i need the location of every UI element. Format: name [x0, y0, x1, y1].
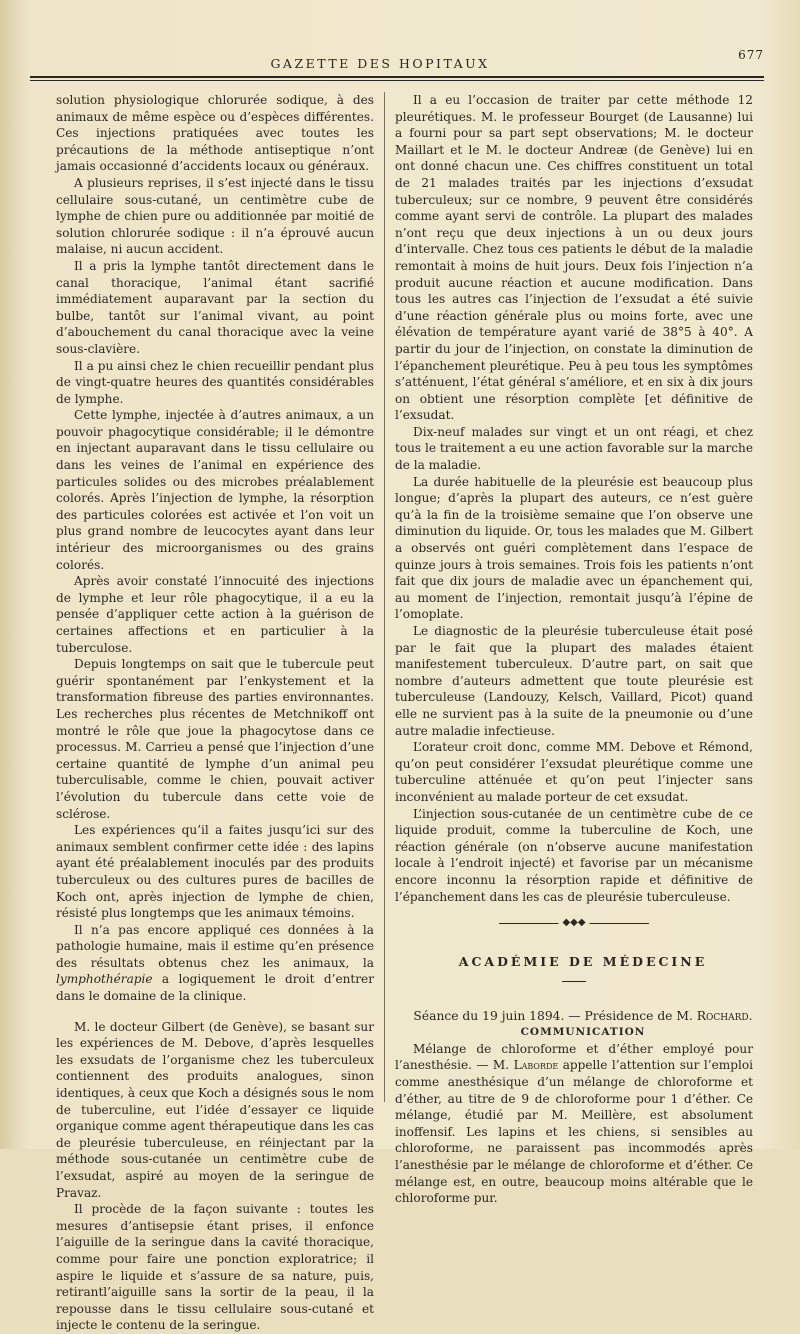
- paragraph: Dix-neuf malades sur vingt et un ont réagi, et chez tous le traitement a eu une action favorable sur la marche de la maladie.: [395, 424, 753, 473]
- paragraph: La durée habituelle de la pleurésie est beaucoup plus longue; d’après la plupart des auteurs, ce n’est guère qu’à la fin de la troisième semaine que l’on observe une diminution du liquide. Or, tous les malades que M. Gilbert a observés ont guéri complètement dans l’espace de quinze jours à trois semaines. Trois fois les patients n’ont fait que dix jours de maladie avec un épanchement qui, au moment de l’injection, remontait jusqu’à l’épine de l’omoplate.: [395, 474, 753, 622]
- communication-title: Mélange de chloroforme et d’éther employé pour l’anesthésie. —: [395, 1041, 753, 1073]
- paragraph: [395, 1041, 753, 1207]
- subheading: COMMUNICATION: [520, 1026, 646, 1039]
- text-run: a logiquement le droit d’entrer dans le domaine de la clinique.: [56, 972, 374, 1004]
- short-rule: [562, 981, 586, 982]
- paragraph: Après avoir constaté l’innocuité des injections de lymphe et leur rôle phagocytique, il a eu la pensée d’appliquer cette action à la guérison de certaines affections et en particulier à la tuberculose.: [56, 574, 374, 655]
- ornament-glyph: ◆◆◆: [558, 916, 589, 930]
- column-divider: [384, 92, 385, 1102]
- left-column: [56, 92, 374, 1334]
- paragraph: solution physiologique chlorurée sodique, à des animaux de même espèce ou d’espèces différentes. Ces injections pratiquées avec toutes les précautions de la méthode antiseptique n’ont jamais occasionné d’accidents locaux ou généraux.: [56, 93, 374, 174]
- italic-term: lymphothérapie: [56, 972, 153, 987]
- seance-line: [395, 1008, 753, 1025]
- paragraph: L’injection sous-cutanée de un centimètre cube de ce liquide produit, comme la tuberculine de Koch, une réaction générale (on n’observe aucune manifestation locale à l’endroit injecté) et favorise par un mécanisme encore inconnu la résorption rapide et définitive de l’épanchement dans les cas de pleurésie tuberculeuse.: [395, 806, 753, 904]
- text-run: .: [748, 1008, 753, 1023]
- text-run: appelle l’attention sur l’emploi comme anesthésique d’un mélange de chloroforme et d’éther, au titre de 9 de chloroforme pour 1 d’éther. Ce mélange, étudié par M. Meillère, est absolument inoffensif. Les lapins et les chiens, si sensibles au chloroforme, ne paraissent pas incommodés après l’anesthésie par le mélange de chloroforme et d’éther. Ce mélange est, en outre, beaucoup moins altérable que le chloroforme pur.: [395, 1058, 753, 1206]
- paragraph: Il a eu l’occasion de traiter par cette méthode 12 pleurétiques. M. le professeur Bourget (de Lausanne) lui a fourni pour sa part sept observations; M. le docteur Maillart et le M. le docteur Andreæ (de Genève) lui en ont donné chacun une. Ces chiffres constituent un total de 21 malades traités par les injections d’exsudat tuberculeux; sur ce nombre, 9 peuvent être considérés comme ayant servi de contrôle. La plupart des malades n’ont reçu que deux injections à un ou deux jours d’intervalle. Chez tous ces patients le début de la maladie remontait à moins de huit jours. Deux fois l’injection n’a produit aucune réaction et aucune modification. Dans tous les autres cas l’injection de l’exsudat a été suivie d’une réaction générale plus ou moins forte, avec une élévation de température ayant varié de 38°5 à 40°. A partir du jour de l’injection, on constate la diminution de l’épanchement pleurétique. Peu à peu tous les symptômes s’atténuent, l’état général s’améliore, et en six à dix jours on obtient une résorption complète [et définitive de l’exsudat.: [395, 93, 753, 423]
- paragraph: Il a pris la lymphe tantôt directement dans le canal thoracique, l’animal étant sacrifié immédiatement auparavant par la section du bulbe, tantôt sur l’animal vivant, au point d’abouchement du canal thoracique avec la veine sous-clavière.: [56, 258, 374, 356]
- author-name: M. Laborde: [492, 1058, 559, 1073]
- section-ornament: [499, 917, 649, 929]
- text-run: Il n’a pas encore appliqué ces données à la pathologie humaine, mais il estime qu’en présence des résultats obtenus chez les animaux, la: [56, 922, 374, 970]
- paragraph: L’orateur croit donc, comme MM. Debove et Rémond, qu’on peut considérer l’exsudat pleurétique comme une tuberculine atténuée et qu’on peut l’injecter sans inconvénient au malade porteur de cet exsudat.: [395, 740, 753, 804]
- page-header-title: GAZETTE DES HOPITAUX: [270, 56, 490, 71]
- paragraph: Il a pu ainsi chez le chien recueillir pendant plus de vingt-quatre heures des quantités considérables de lymphe.: [56, 358, 374, 406]
- paragraph: Le diagnostic de la pleurésie tuberculeuse était posé par le fait que la plupart des malades étaient manifestement tuberculeux. D’autre part, on sait que nombre d’auteurs admettent que toute pleurésie est tuberculeuse (Landouzy, Kelsch, Vaillard, Picot) quand elle ne survient pas à la suite de la pneumonie ou d’une autre maladie infectieuse.: [395, 624, 753, 738]
- paragraph: M. le docteur Gilbert (de Genève), se basant sur les expériences de M. Debove, d’après lesquelles les exsudats de l’organisme chez les tuberculeux contiennent des produits analogues, sinon identiques, à ceux que Koch a désignés sous le nom de tuberculine, eut l’idée d’essayer ce liquide organique comme agent thérapeutique dans les cas de pleurésie tuberculeuse, en réinjectant par la méthode sous-cutanée un centimètre cube de l’exsudat, aspiré au moyen de la seringue de Pravaz.: [56, 1019, 374, 1200]
- paragraph: Cette lymphe, injectée à d’autres animaux, a un pouvoir phagocytique considérable; il le démontre en injectant auparavant dans le tissu cellulaire ou dans les veines de l’animal en expérience des particules solides ou des microbes préalablement colorés. Après l’injection de lymphe, la résorption des particules colorées est activée et l’on voit un plus grand nombre de leucocytes ayant dans leur intérieur des microorganismes ou des grains colorés.: [56, 408, 374, 572]
- header-rule: [30, 76, 764, 78]
- president-name: Rochard: [696, 1008, 749, 1023]
- paragraph: Il procède de la façon suivante : toutes les mesures d’antisepsie étant prises, il enfonce l’aiguille de la seringue dans la cavité thoracique, comme pour faire une ponction exploratrice; il aspire le liquide et s’assure de sa nature, puis, retirantl’aiguille sans la sortir de la peau, il la repousse dans le tissu cellulaire sous-cutané et injecte le contenu de la seringue.: [56, 1202, 374, 1333]
- page-number: 677: [738, 48, 764, 62]
- paragraph: [56, 922, 374, 1005]
- text-run: Séance du 19 juin 1894. — Présidence de M.: [413, 1008, 697, 1023]
- paragraph: A plusieurs reprises, il s’est injecté dans le tissu cellulaire sous-cutané, un centimètre cube de lymphe de chien pure ou additionnée par moitié de solution chlorurée sodique : il n’a éprouvé aucun malaise, ni aucun accident.: [56, 175, 374, 257]
- paragraph: Les expériences qu’il a faites jusqu’ici sur des animaux semblent confirmer cette idée : des lapins ayant été préalablement inoculés par des produits tuberculeux ou des cultures pures de bacilles de Koch ont, après injection de lymphe de chien, résisté plus longtemps que les animaux témoins.: [56, 823, 374, 921]
- paragraph: Depuis longtemps on sait que le tubercule peut guérir spontanément par l’enkystement et la transformation fibreuse des parties environnantes. Les recherches plus récentes de Metchnikoff ont montré le rôle que joue la phagocytose dans ce processus. M. Carrieu a pensé que l’injection d’une certaine quantité de lymphe d’un animal peu tuberculisable, comme le chien, pouvait activer l’évolution du tubercule dans cette voie de sclérose.: [56, 657, 374, 821]
- header-rule-thin: [30, 80, 764, 81]
- right-column: [395, 92, 753, 1207]
- section-title: ACADÉMIE DE MÉDECINE: [458, 954, 708, 970]
